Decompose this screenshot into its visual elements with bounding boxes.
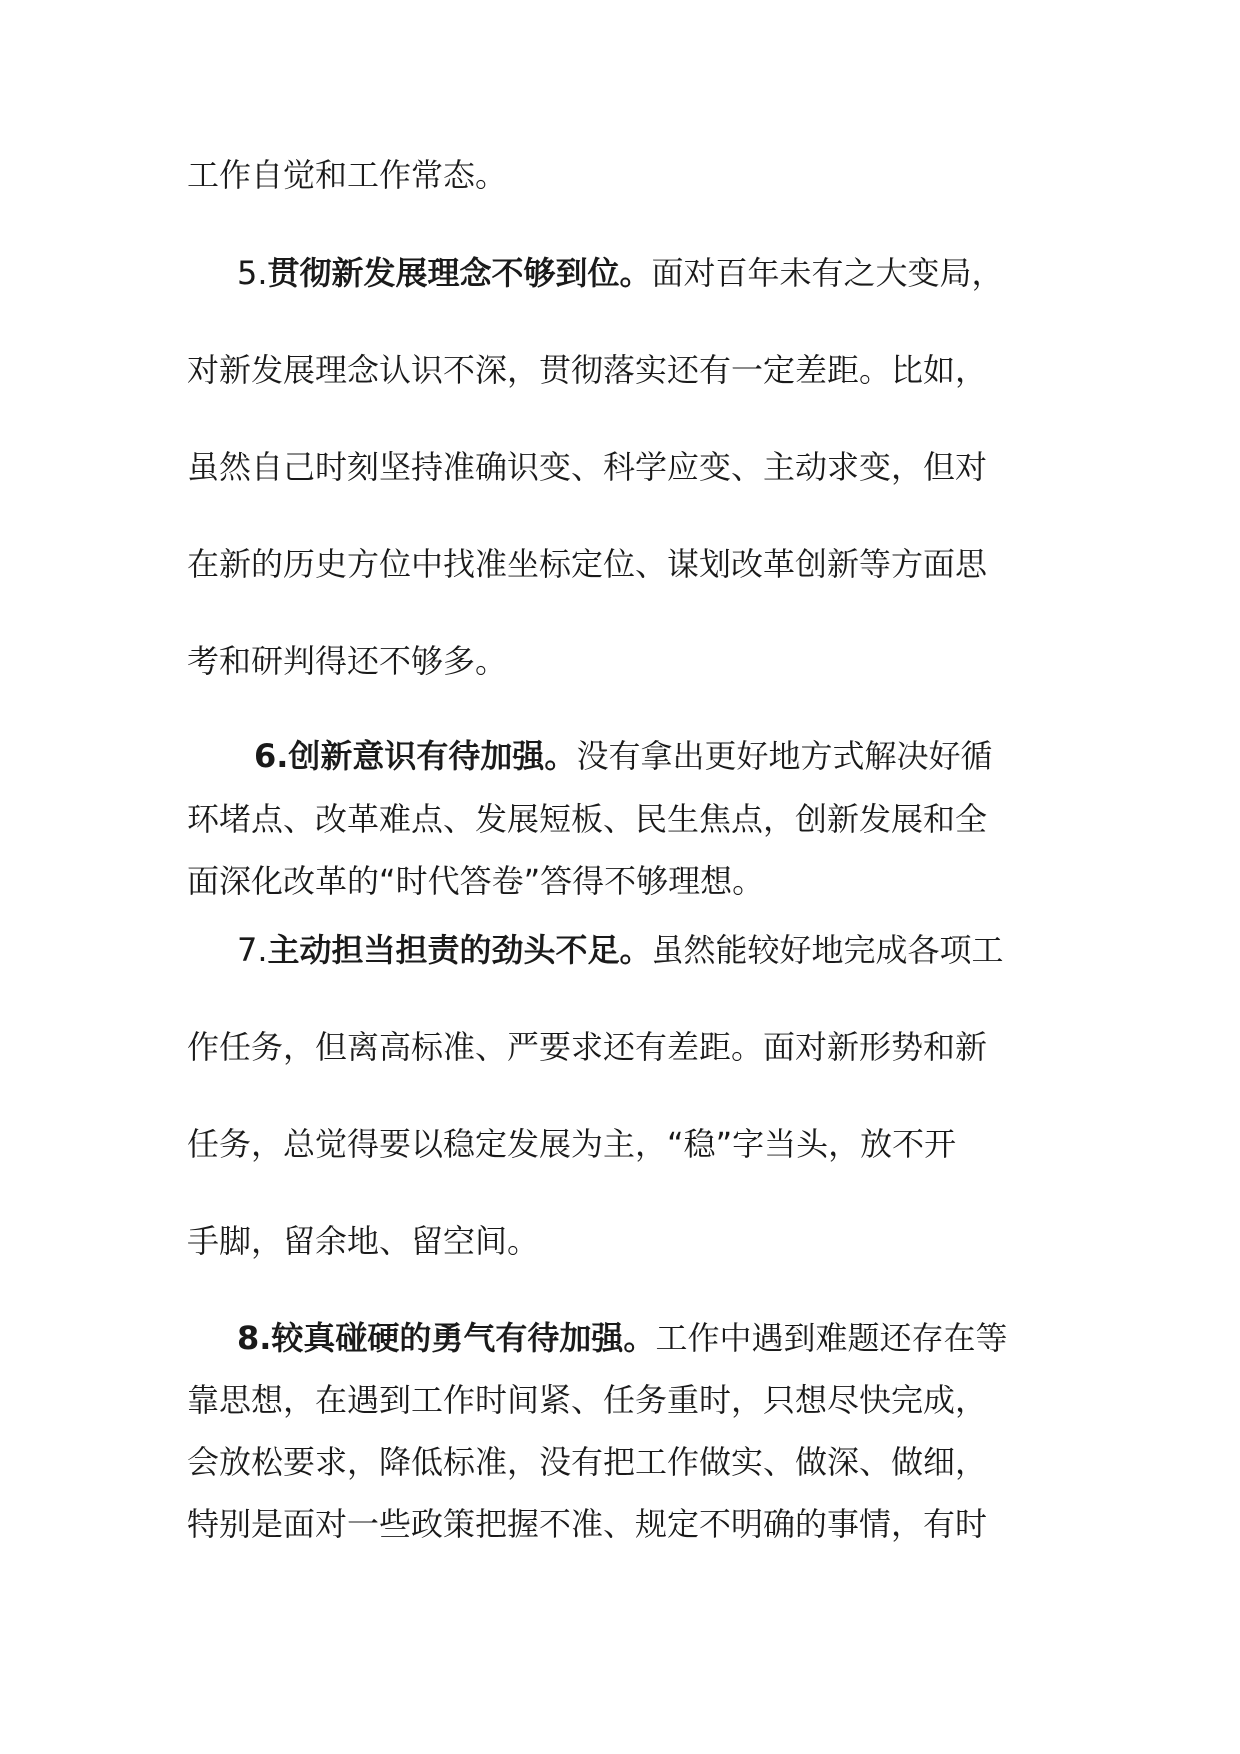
- item-number: 6.: [254, 737, 289, 775]
- paragraph-line: 对新发展理念认识不深，贯彻落实还有一定差距。比如，: [187, 351, 988, 389]
- item-8-heading-line: 8.较真碰硬的勇气有待加强。工作中遇到难题还存在等: [237, 1319, 1008, 1357]
- paragraph-line: 特别是面对一些政策把握不准、规定不明确的事情，有时: [187, 1505, 988, 1543]
- item-title: 较真碰硬的勇气有待加强。: [271, 1319, 656, 1357]
- paragraph-line: 靠思想，在遇到工作时间紧、任务重时，只想尽快完成，: [187, 1381, 988, 1419]
- item-7-heading-line: 7.主动担当担责的劲头不足。虽然能较好地完成各项工: [237, 931, 1004, 969]
- paragraph-line: 手脚，留余地、留空间。: [187, 1222, 540, 1260]
- paragraph-line: 面深化改革的“时代答卷”答得不够理想。: [187, 862, 765, 900]
- paragraph-line: 工作自觉和工作常态。: [187, 156, 508, 194]
- item-5-heading-line: 5.贯彻新发展理念不够到位。面对百年未有之大变局，: [237, 254, 1004, 292]
- item-title: 创新意识有待加强。: [288, 737, 577, 775]
- paragraph-line: 在新的历史方位中找准坐标定位、谋划改革创新等方面思: [187, 545, 988, 583]
- item-number: 8.: [237, 1319, 272, 1357]
- paragraph-line: 考和研判得还不够多。: [187, 642, 508, 680]
- paragraph-line: 任务，总觉得要以稳定发展为主，“稳”字当头，放不开: [187, 1125, 957, 1163]
- item-title: 主动担当担责的劲头不足。: [267, 931, 652, 969]
- paragraph-line: 虽然自己时刻坚持准确识变、科学应变、主动求变，但对: [187, 448, 988, 486]
- item-number: 7.: [237, 931, 268, 969]
- paragraph-line: 会放松要求，降低标准，没有把工作做实、做深、做细，: [187, 1443, 988, 1481]
- item-number: 5.: [237, 254, 268, 292]
- item-6-heading-line: 6.创新意识有待加强。没有拿出更好地方式解决好循: [254, 737, 993, 775]
- paragraph-line: 作任务，但离高标准、严要求还有差距。面对新形势和新: [187, 1028, 988, 1066]
- paragraph-line: 环堵点、改革难点、发展短板、民生焦点，创新发展和全: [187, 800, 988, 838]
- item-title: 贯彻新发展理念不够到位。: [267, 254, 652, 292]
